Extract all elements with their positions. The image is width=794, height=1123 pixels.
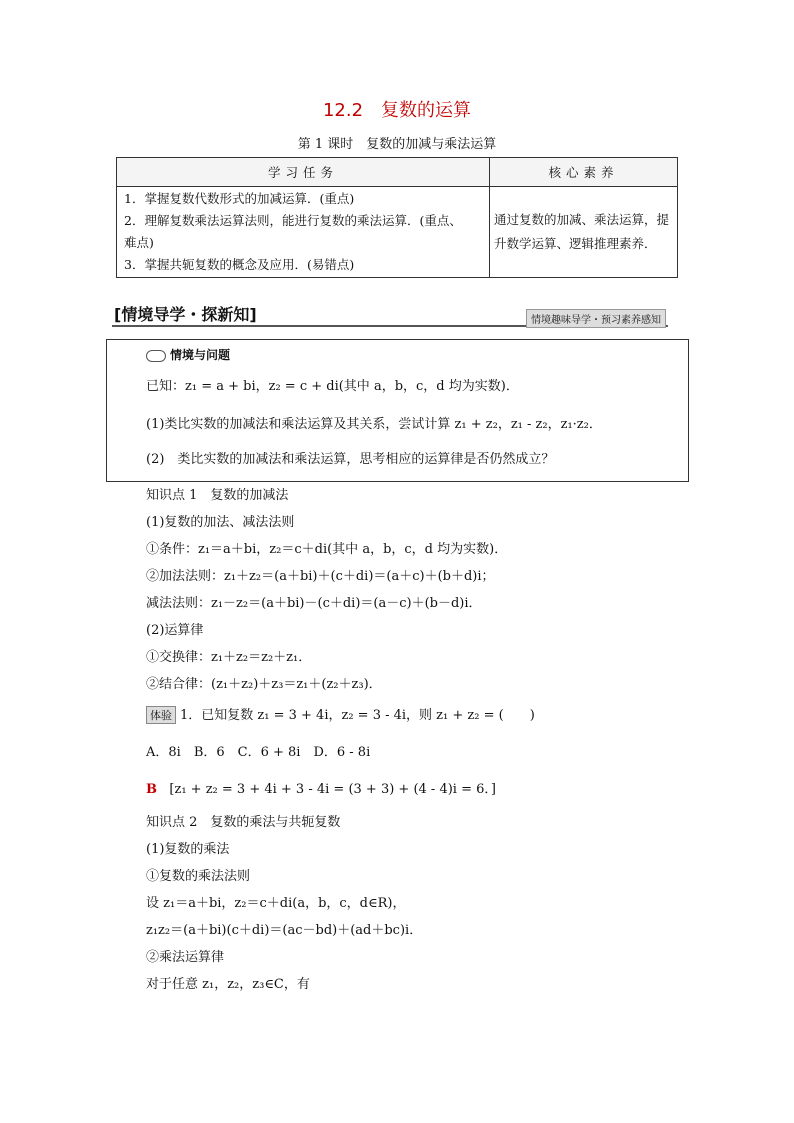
tasks-cell (117, 187, 490, 278)
page-title: 12.2 复数的运算 (322, 100, 472, 121)
kp1-sub2: (2)运算律 (146, 623, 204, 638)
tasks-header: 学习任务 (117, 158, 490, 187)
exercise-tag: 体验 (146, 706, 176, 724)
scenario-icon (146, 350, 166, 362)
scenario-header-label: 情境与问题 (170, 348, 231, 362)
kp1-associative: ②结合律：(z₁＋z₂)＋z₃＝z₁＋(z₂＋z₃)． (146, 677, 382, 692)
kp2-sub1a: ①复数的乘法法则 (146, 869, 251, 884)
section-tag: 情境趣味导学・预习素养感知 (526, 309, 666, 328)
kp2-sub1: (1)复数的乘法 (146, 842, 230, 857)
lesson-subtitle: 第 1 课时 复数的加减与乘法运算 (297, 137, 497, 152)
kp1-title: 知识点 1 复数的加减法 (146, 488, 289, 503)
task-2-cont: 难点) (124, 235, 154, 250)
scenario-q1: (1)类比实数的加减法和乘法运算及其关系，尝试计算 z₁ + z₂，z₁ - z₂，z₁·z₂． (146, 417, 602, 432)
kp2-product-rule: z₁z₂＝(a＋bi)(c＋di)＝(ac－bd)＋(ad＋bc)i． (146, 923, 423, 938)
task-2: 2．理解复数乘法运算法则，能进行复数的乘法运算．(重点、 (124, 213, 462, 228)
scenario-intro: 已知：z₁ = a + bi，z₂ = c + di(其中 a，b，c，d 均为实数)． (146, 379, 519, 394)
kp2-sub1b: ②乘法运算律 (146, 950, 225, 965)
task-1: 1．掌握复数代数形式的加减运算．(重点) (124, 191, 355, 206)
exercise-solution: [z₁ + z₂ = 3 + 4i + 3 - 4i = (3 + 3) + (4 - 4)i = 6．] (169, 782, 496, 797)
exercise-answer: B (146, 782, 157, 797)
scenario-header (146, 346, 230, 363)
literacy-cell: 通过复数的加减、乘法运算，提升数学运算、逻辑推理素养． (490, 187, 678, 278)
objectives-table (116, 157, 678, 278)
exercise-question-line (146, 704, 535, 724)
kp2-setup: 设 z₁＝a＋bi，z₂＝c＋di(a，b，c，d∈R)， (146, 896, 406, 911)
section-title: [情境导学・探新知] (114, 305, 257, 324)
kp1-subtraction-rule: 减法法则：z₁－z₂＝(a＋bi)－(c＋di)＝(a－c)＋(b－d)i． (146, 596, 482, 611)
exercise-solution-line (146, 778, 496, 797)
kp2-title: 知识点 2 复数的乘法与共轭复数 (146, 815, 341, 830)
kp1-addition-rule: ②加法法则：z₁＋z₂＝(a＋bi)＋(c＋di)＝(a＋c)＋(b＋d)i； (146, 569, 495, 584)
task-3: 3．掌握共轭复数的概念及应用．(易错点) (124, 257, 355, 272)
kp2-forall: 对于任意 z₁，z₂，z₃∈C，有 (146, 977, 310, 992)
kp1-condition: ①条件：z₁＝a＋bi，z₂＝c＋di(其中 a，b，c，d 均为实数)． (146, 542, 508, 557)
literacy-header: 核心素养 (490, 158, 678, 187)
exercise-options: A．8i B．6 C．6 + 8i D．6 - 8i (146, 745, 371, 760)
scenario-q2: (2) 类比实数的加减法和乘法运算，思考相应的运算律是否仍然成立？ (146, 452, 555, 467)
kp1-sub1: (1)复数的加法、减法法则 (146, 515, 295, 530)
kp1-commutative: ①交换律：z₁＋z₂＝z₂＋z₁． (146, 650, 312, 665)
exercise-question: 1．已知复数 z₁ = 3 + 4i，z₂ = 3 - 4i，则 z₁ + z₂ = ( ) (180, 708, 535, 723)
